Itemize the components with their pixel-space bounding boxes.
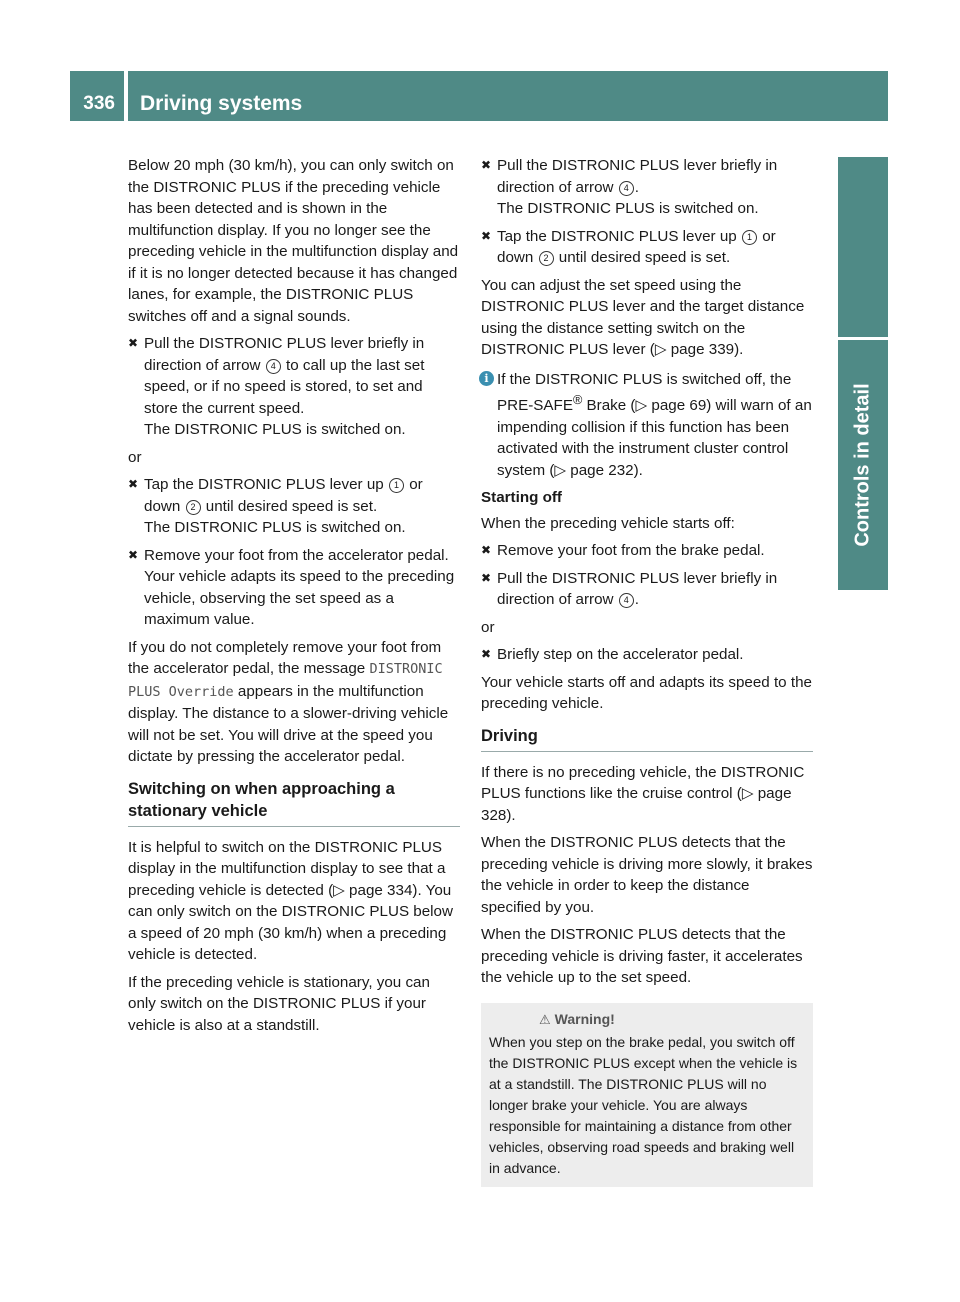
step-text: or down xyxy=(497,227,776,266)
step-arrow-icon: ✖ xyxy=(481,228,492,243)
step-arrow-icon: ✖ xyxy=(128,336,139,350)
step-text: . xyxy=(634,178,639,196)
note-text: If the DISTRONIC PLUS is switched off, the PRE-SAFE xyxy=(497,370,792,415)
left-column xyxy=(128,155,460,1042)
warning-heading xyxy=(489,1009,805,1030)
intro-paragraph: Below 20 mph (30 km/h), you can only switch on the DISTRONIC PLUS if the preceding vehicle has been detected and is shown in the multifunction display. If you no longer see the preceding vehicle in the multifunction display and if it is no longer detected because it has changed lanes, for example, the DISTRONIC PLUS switches off and a signal sounds. xyxy=(128,157,459,325)
registered-mark: ® xyxy=(572,393,583,407)
step-result: The DISTRONIC PLUS is switched on. xyxy=(144,421,406,438)
section-heading-driving: Driving xyxy=(481,725,813,752)
step-text: Tap the DISTRONIC PLUS lever up xyxy=(144,476,384,493)
paragraph-text: If you do not completely remove your foot from the accelerator pedal, the message xyxy=(128,638,442,677)
note-text: Brake (▷ page 69) will warn of an impending collision if this function has been activated with the instrument cluster control system (▷ page 232). xyxy=(497,397,812,479)
starting-result: Your vehicle starts off and adapts its speed to the preceding vehicle. xyxy=(481,673,812,713)
step-remove-foot xyxy=(128,545,460,631)
step-result: The DISTRONIC PLUS is switched on. xyxy=(144,519,406,536)
driving-paragraph-1: If there is no preceding vehicle, the DISTRONIC PLUS functions like the cruise control (▷ page 328). xyxy=(481,763,805,824)
step-pull-lever-start xyxy=(481,568,813,611)
warning-box xyxy=(481,1003,813,1187)
display-message: DISTRONIC PLUS Override xyxy=(128,661,443,700)
circled-number: 2 xyxy=(539,251,554,266)
starting-off-heading: Starting off xyxy=(481,489,562,507)
step-text: Pull the DISTRONIC PLUS lever briefly in direction of arrow xyxy=(144,335,425,374)
starting-off-intro: When the preceding vehicle starts off: xyxy=(481,514,735,532)
step-arrow-icon: ✖ xyxy=(128,547,139,562)
side-tab-label xyxy=(838,340,888,590)
warning-text: When you step on the brake pedal, you switch off the DISTRONIC PLUS except when the vehicle is at a standstill. The DISTRONIC PLUS will no longer brake your vehicle. You are always responsible for maintaining a distance from other vehicles, observing road speeds and braking well in advance. xyxy=(489,1033,798,1176)
step-text: Remove your foot from the brake pedal. xyxy=(497,542,765,560)
info-icon: i xyxy=(479,371,494,386)
section-heading-stationary: Switching on when approaching a stationary vehicle xyxy=(128,778,460,827)
step-text: until desired speed is set. xyxy=(558,249,731,266)
step-text: . xyxy=(634,591,639,609)
driving-paragraph-2: When the DISTRONIC PLUS detects that the preceding vehicle is driving more slowly, it brakes the vehicle in order to keep the distance specified by you. xyxy=(481,834,813,916)
step-pull-lever-right xyxy=(481,155,813,220)
circled-number: 4 xyxy=(619,593,634,608)
circled-number: 4 xyxy=(266,359,281,374)
step-arrow-icon: ✖ xyxy=(481,647,492,662)
step-result: Your vehicle adapts its speed to the preceding vehicle, observing the set speed as a maximum value. xyxy=(144,568,455,628)
warning-title: Warning! xyxy=(554,1010,615,1027)
step-text: Pull the DISTRONIC PLUS lever briefly in direction of arrow xyxy=(497,157,778,196)
override-paragraph xyxy=(128,637,460,768)
step-text: to call up the last set speed, or if no speed is stored, to set and store the current speed. xyxy=(144,356,425,417)
step-tap-lever xyxy=(128,474,460,539)
step-text: until desired speed is set. xyxy=(205,497,378,515)
step-text: or down xyxy=(144,476,423,515)
circled-number: 2 xyxy=(186,500,201,515)
step-tap-lever-right xyxy=(481,226,813,269)
circled-number: 1 xyxy=(389,478,404,493)
circled-number: 1 xyxy=(742,230,757,245)
or-text: or xyxy=(481,618,495,636)
step-remove-foot-brake xyxy=(481,540,813,562)
step-text: Remove your foot from the accelerator pedal. xyxy=(144,546,449,564)
step-pull-lever xyxy=(128,333,460,441)
side-tab-upper xyxy=(838,157,888,337)
page-number: 336 xyxy=(70,71,124,121)
step-result: The DISTRONIC PLUS is switched on. xyxy=(497,200,759,217)
adjust-speed-paragraph: You can adjust the set speed using the DISTRONIC PLUS lever and the target distance using the distance setting switch on the DISTRONIC PLUS lever (▷ page 339). xyxy=(481,276,805,358)
step-text: Tap the DISTRONIC PLUS lever up xyxy=(497,227,737,245)
warning-triangle-icon: ⚠ xyxy=(539,1011,551,1027)
step-text: Briefly step on the accelerator pedal. xyxy=(497,646,744,664)
step-arrow-icon: ✖ xyxy=(481,570,492,585)
stationary-paragraph-2: If the preceding vehicle is stationary, you can only switch on the DISTRONIC PLUS if your vehicle is also at a standstill. xyxy=(128,973,430,1034)
or-text: or xyxy=(128,448,142,466)
page-title: Driving systems xyxy=(128,71,888,121)
paragraph-text: appears in the multifunction display. The distance to a slower-driving vehicle will not be set. You will drive at the speed you dictate by pressing the accelerator pedal. xyxy=(128,682,449,765)
step-accelerator xyxy=(481,644,813,666)
step-arrow-icon: ✖ xyxy=(128,477,139,491)
step-arrow-icon: ✖ xyxy=(481,543,492,558)
info-note xyxy=(481,369,813,482)
step-arrow-icon: ✖ xyxy=(481,158,492,172)
circled-number: 4 xyxy=(619,181,634,196)
right-column xyxy=(481,155,813,1187)
side-tab-text: Controls in detail xyxy=(851,383,874,547)
driving-paragraph-3: When the DISTRONIC PLUS detects that the preceding vehicle is driving faster, it accelerates the vehicle up to the set speed. xyxy=(481,926,803,987)
stationary-paragraph-1: It is helpful to switch on the DISTRONIC PLUS display in the multifunction display to see that a preceding vehicle is detected (▷ page 334). You can only switch on the DISTRONIC PLUS below a speed of 20 mph (30 km/h) when a preceding vehicle is detected. xyxy=(128,838,453,963)
step-text: Pull the DISTRONIC PLUS lever briefly in direction of arrow xyxy=(497,569,778,609)
